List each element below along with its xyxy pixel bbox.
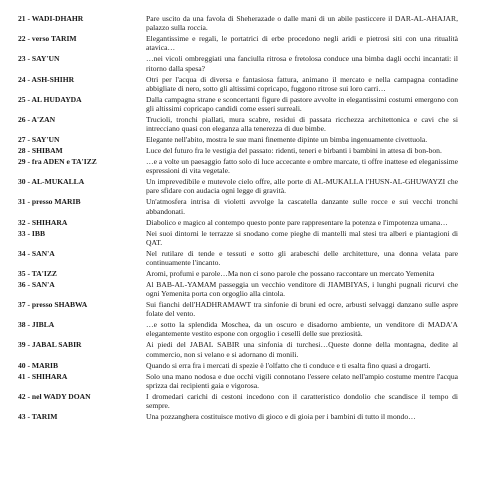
caption-ref: 38 - JIBLA	[18, 320, 55, 330]
caption-text: Un'atmosfera intrisa di violetti avvolge la cascatella danzante sulle rocce e sui vecchi tronchi abbandonati.	[146, 197, 458, 216]
caption-entry	[10, 320, 470, 339]
caption-text: Solo una mano nodosa e due occhi vigili connotano l'essere celato nell'ampio costume mentre l'acqua sprizza dai recipienti gaia e vigorosa.	[146, 371, 458, 390]
caption-ref: 28 - SHIBAM	[18, 146, 63, 156]
caption-ref: 33 - IBB	[18, 228, 46, 238]
caption-entry	[10, 75, 470, 94]
caption-ref: 26 - A'ZAN	[18, 114, 56, 124]
caption-entry	[10, 177, 470, 196]
caption-ref: 27 - SAY'UN	[18, 135, 60, 145]
caption-entry	[10, 157, 470, 176]
caption-ref: 25 - AL HUDAYDA	[18, 94, 82, 104]
caption-entry	[10, 115, 470, 134]
caption-text: Trucioli, tronchi piallati, mura scabre, residui di passata ricchezza architettonica e cavi che si intrecciano quasi con eleganza alla tenerezza di due bimbe.	[146, 114, 458, 134]
caption-text: Pare uscito da una favola di Sheherazade o dalle mani di un abile pasticcere il DAR-AL-AHAJAR, palazzo sulla roccia.	[146, 14, 458, 33]
caption-entry	[10, 95, 470, 114]
caption-ref: 41 - SHIHARA	[18, 371, 68, 381]
caption-entry	[10, 249, 470, 268]
caption-ref: 42 - nel WADY DOAN	[18, 391, 91, 401]
caption-entry	[10, 146, 470, 155]
caption-ref: 21 - WADI-DHAHR	[18, 14, 84, 23]
caption-list	[10, 14, 470, 421]
caption-ref: 37 - presso SHABWA	[18, 300, 88, 309]
caption-text: …nei vicoli ombreggiati una fanciulla ritrosa e fretolosa conduce una bimba dagli occhi incantati: il ritorno dalla spesa?	[146, 54, 458, 73]
caption-entry	[10, 218, 470, 227]
caption-ref: 36 - SAN'A	[18, 279, 55, 289]
caption-ref: 24 - ASH-SHIHR	[18, 74, 75, 84]
caption-text: Dalla campagna strane e sconcertanti figure di pastore avvolte in elegantissimi costumi emergono con gli altissimi copricapo candidi come esseri surreali.	[146, 94, 458, 113]
caption-ref: 32 - SHIHARA	[18, 217, 68, 227]
caption-ref: 35 - TA'IZZ	[18, 268, 57, 278]
caption-ref: 39 - JABAL SABIR	[18, 340, 82, 350]
caption-entry	[10, 280, 470, 299]
caption-entry	[10, 392, 470, 411]
caption-ref: 31 - presso MARIB	[18, 197, 81, 207]
caption-text: Nel rutilare di tende e tessuti e sotto gli arabeschi delle architetture, una donna velata pare continuamente l'incanto.	[146, 248, 458, 267]
caption-entry	[10, 300, 470, 319]
caption-entry	[10, 14, 470, 33]
caption-text: Elegantissime e regali, le portatrici di erbe procedono negli aridi e pietrosi siti con una ritualità atavica…	[146, 34, 458, 53]
caption-text: Nei suoi dintorni le terrazze si snodano come pieghe di mantelli mal stesi tra alberi e piantagioni di QAT.	[146, 228, 458, 247]
caption-entry	[10, 34, 470, 53]
caption-entry	[10, 361, 470, 370]
caption-ref: 40 - MARIB	[18, 360, 59, 370]
caption-text: …e sotto la splendida Moschea, da un oscuro e disadorno ambiente, un venditore di MADA'A elegantemente vestito espone con orgoglio i cesellì delle sue preziosità.	[146, 320, 458, 339]
caption-text: Quando si erra fra i mercati di spezie è l'olfatto che ti conduce e ti esalta fino quasi a drogarti.	[146, 360, 431, 370]
caption-entry	[10, 372, 470, 391]
caption-entry	[10, 412, 470, 421]
caption-entry	[10, 340, 470, 359]
caption-text: I dromedari carichi di cestoni incedono con il caratteristico dondolio che scandisce il tempo di sempre.	[146, 391, 458, 410]
caption-entry	[10, 229, 470, 248]
caption-entry	[10, 135, 470, 144]
caption-text: Ai piedi del JABAL SABIR una sinfonia di turchesi…Queste donne della montagna, dedite al commercio, non si velano e si adornano di monili.	[146, 340, 458, 359]
caption-text: …e a volte un paesaggio fatto solo di luce accecante e ombre marcate, ti offre inattese ed eleganissime espressioni di vita vegetale.	[146, 157, 458, 176]
caption-ref: 43 - TARIM	[18, 411, 58, 421]
caption-text: Luce del futuro fra le vestigia del passato: ridenti, teneri e birbanti i bambini in attesa di bon-bon.	[146, 146, 442, 156]
caption-entry	[10, 269, 470, 278]
caption-ref: 22 - verso TARIM	[18, 34, 77, 44]
caption-ref: 30 - AL-MUKALLA	[18, 177, 85, 187]
caption-text: Aromi, profumi e parole…Ma non ci sono parole che possano raccontare un mercato Yemenita	[146, 268, 435, 278]
caption-ref: 23 - SAY'UN	[18, 54, 60, 64]
caption-entry	[10, 197, 470, 216]
caption-ref: 34 - SAN'A	[18, 248, 55, 258]
caption-text: Diabolico e magico al contempo questo ponte pare rappresentare la potenza e l'impotenza umana…	[146, 217, 448, 227]
caption-text: Elegante nell'abito, mostra le sue mani finemente dipinte un bimba ingenuamente civettuola.	[146, 135, 428, 145]
caption-text: Otri per l'acqua di diversa e fantasiosa fattura, animano il mercato e nella campagna contadine abbigliate di nero, sotto gli altissimi copricapo, fuggono ritrose sui loro carri…	[146, 74, 458, 93]
caption-entry	[10, 54, 470, 73]
caption-ref: 29 - fra ADEN e TA'IZZ	[18, 157, 97, 166]
caption-text: Un imprevedibile e mutevole cielo offre, alle porte di AL-MUKALLA l'HUSN-AL-GHUWAYZI che pare sfidare con audacia ogni legge di gravità.	[146, 177, 458, 196]
caption-text: Al BAB-AL-YAMAM passeggia un vecchio venditore di JIAMBIYAS, i lunghi pugnali ricurvi che ogni Yemenita porta con orgoglio alla cintola.	[146, 279, 458, 299]
caption-text: Una pozzanghera costituisce motivo di gioco e di gioia per i bambini di tutto il mondo…	[146, 411, 416, 421]
caption-text: Sui fianchi dell'HADHRAMAWT tra sinfonie di bruni ed ocre, arbusti selvaggi danzano sulle aspre folate del vento.	[146, 300, 458, 319]
